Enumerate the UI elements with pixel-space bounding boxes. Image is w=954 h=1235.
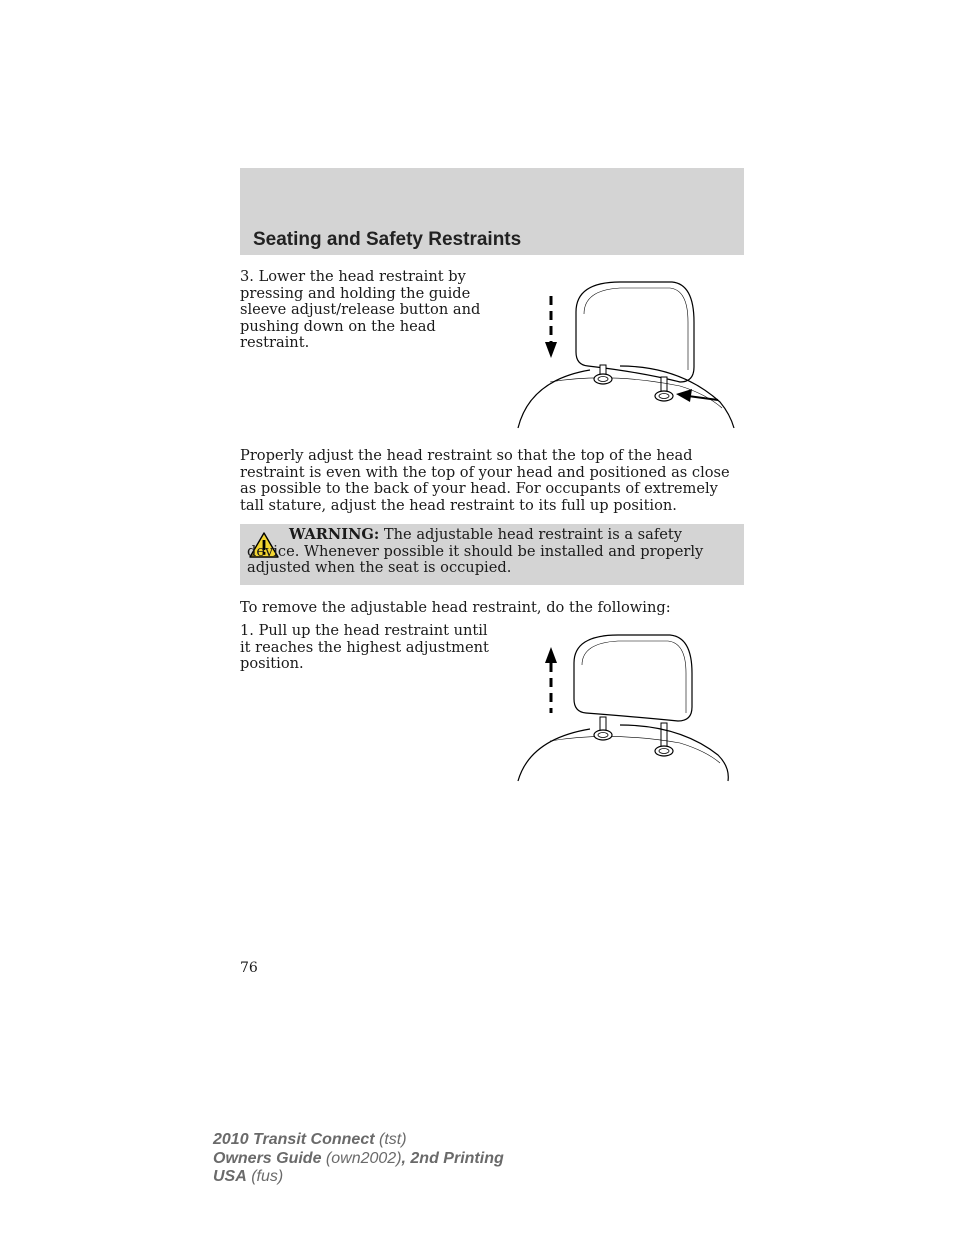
adjust-paragraph: Properly adjust the head restraint so that the top of the head restraint is even with the top of your head and positioned as close as possible to the back of your head. For occupants of extremely tall stature, adjust the head restraint to its full up position. [240,447,730,514]
section-header [240,168,744,255]
arrow-down-icon [545,296,557,358]
warning-label: WARNING: [289,526,380,543]
head-restraint-raise-diagram [510,625,740,785]
head-restraint-lower-diagram [510,272,740,432]
footer-model: 2010 Transit Connect [213,1131,375,1148]
step-1-text: 1. Pull up the head restraint until it reaches the highest adjustment position. [240,622,489,673]
page-number: 76 [240,960,258,976]
remove-intro-text: To remove the adjustable head restraint, do the following: [240,599,671,616]
footer-market-code: (fus) [246,1168,284,1185]
step-3-text: 3. Lower the head restraint by pressing and holding the guide sleeve adjust/release button and pushing down on the head restraint. [240,268,481,352]
warning-box [240,524,744,585]
arrow-up-icon [545,647,557,713]
footer-guide: Owners Guide [213,1149,322,1167]
footer-market: USA [213,1168,247,1185]
footer-model-code: (tst) [374,1131,407,1148]
document-footer [213,1131,504,1187]
footer-guide-code: (own2002) [321,1149,402,1167]
footer-printing: , 2nd Printing [401,1149,504,1167]
section-title: Seating and Safety Restraints [253,229,522,250]
warning-body: The adjustable head restraint is a safety device. Whenever possible it should be installed and properly adjusted when the seat is occupied. [247,526,704,577]
warning-text [247,527,737,577]
